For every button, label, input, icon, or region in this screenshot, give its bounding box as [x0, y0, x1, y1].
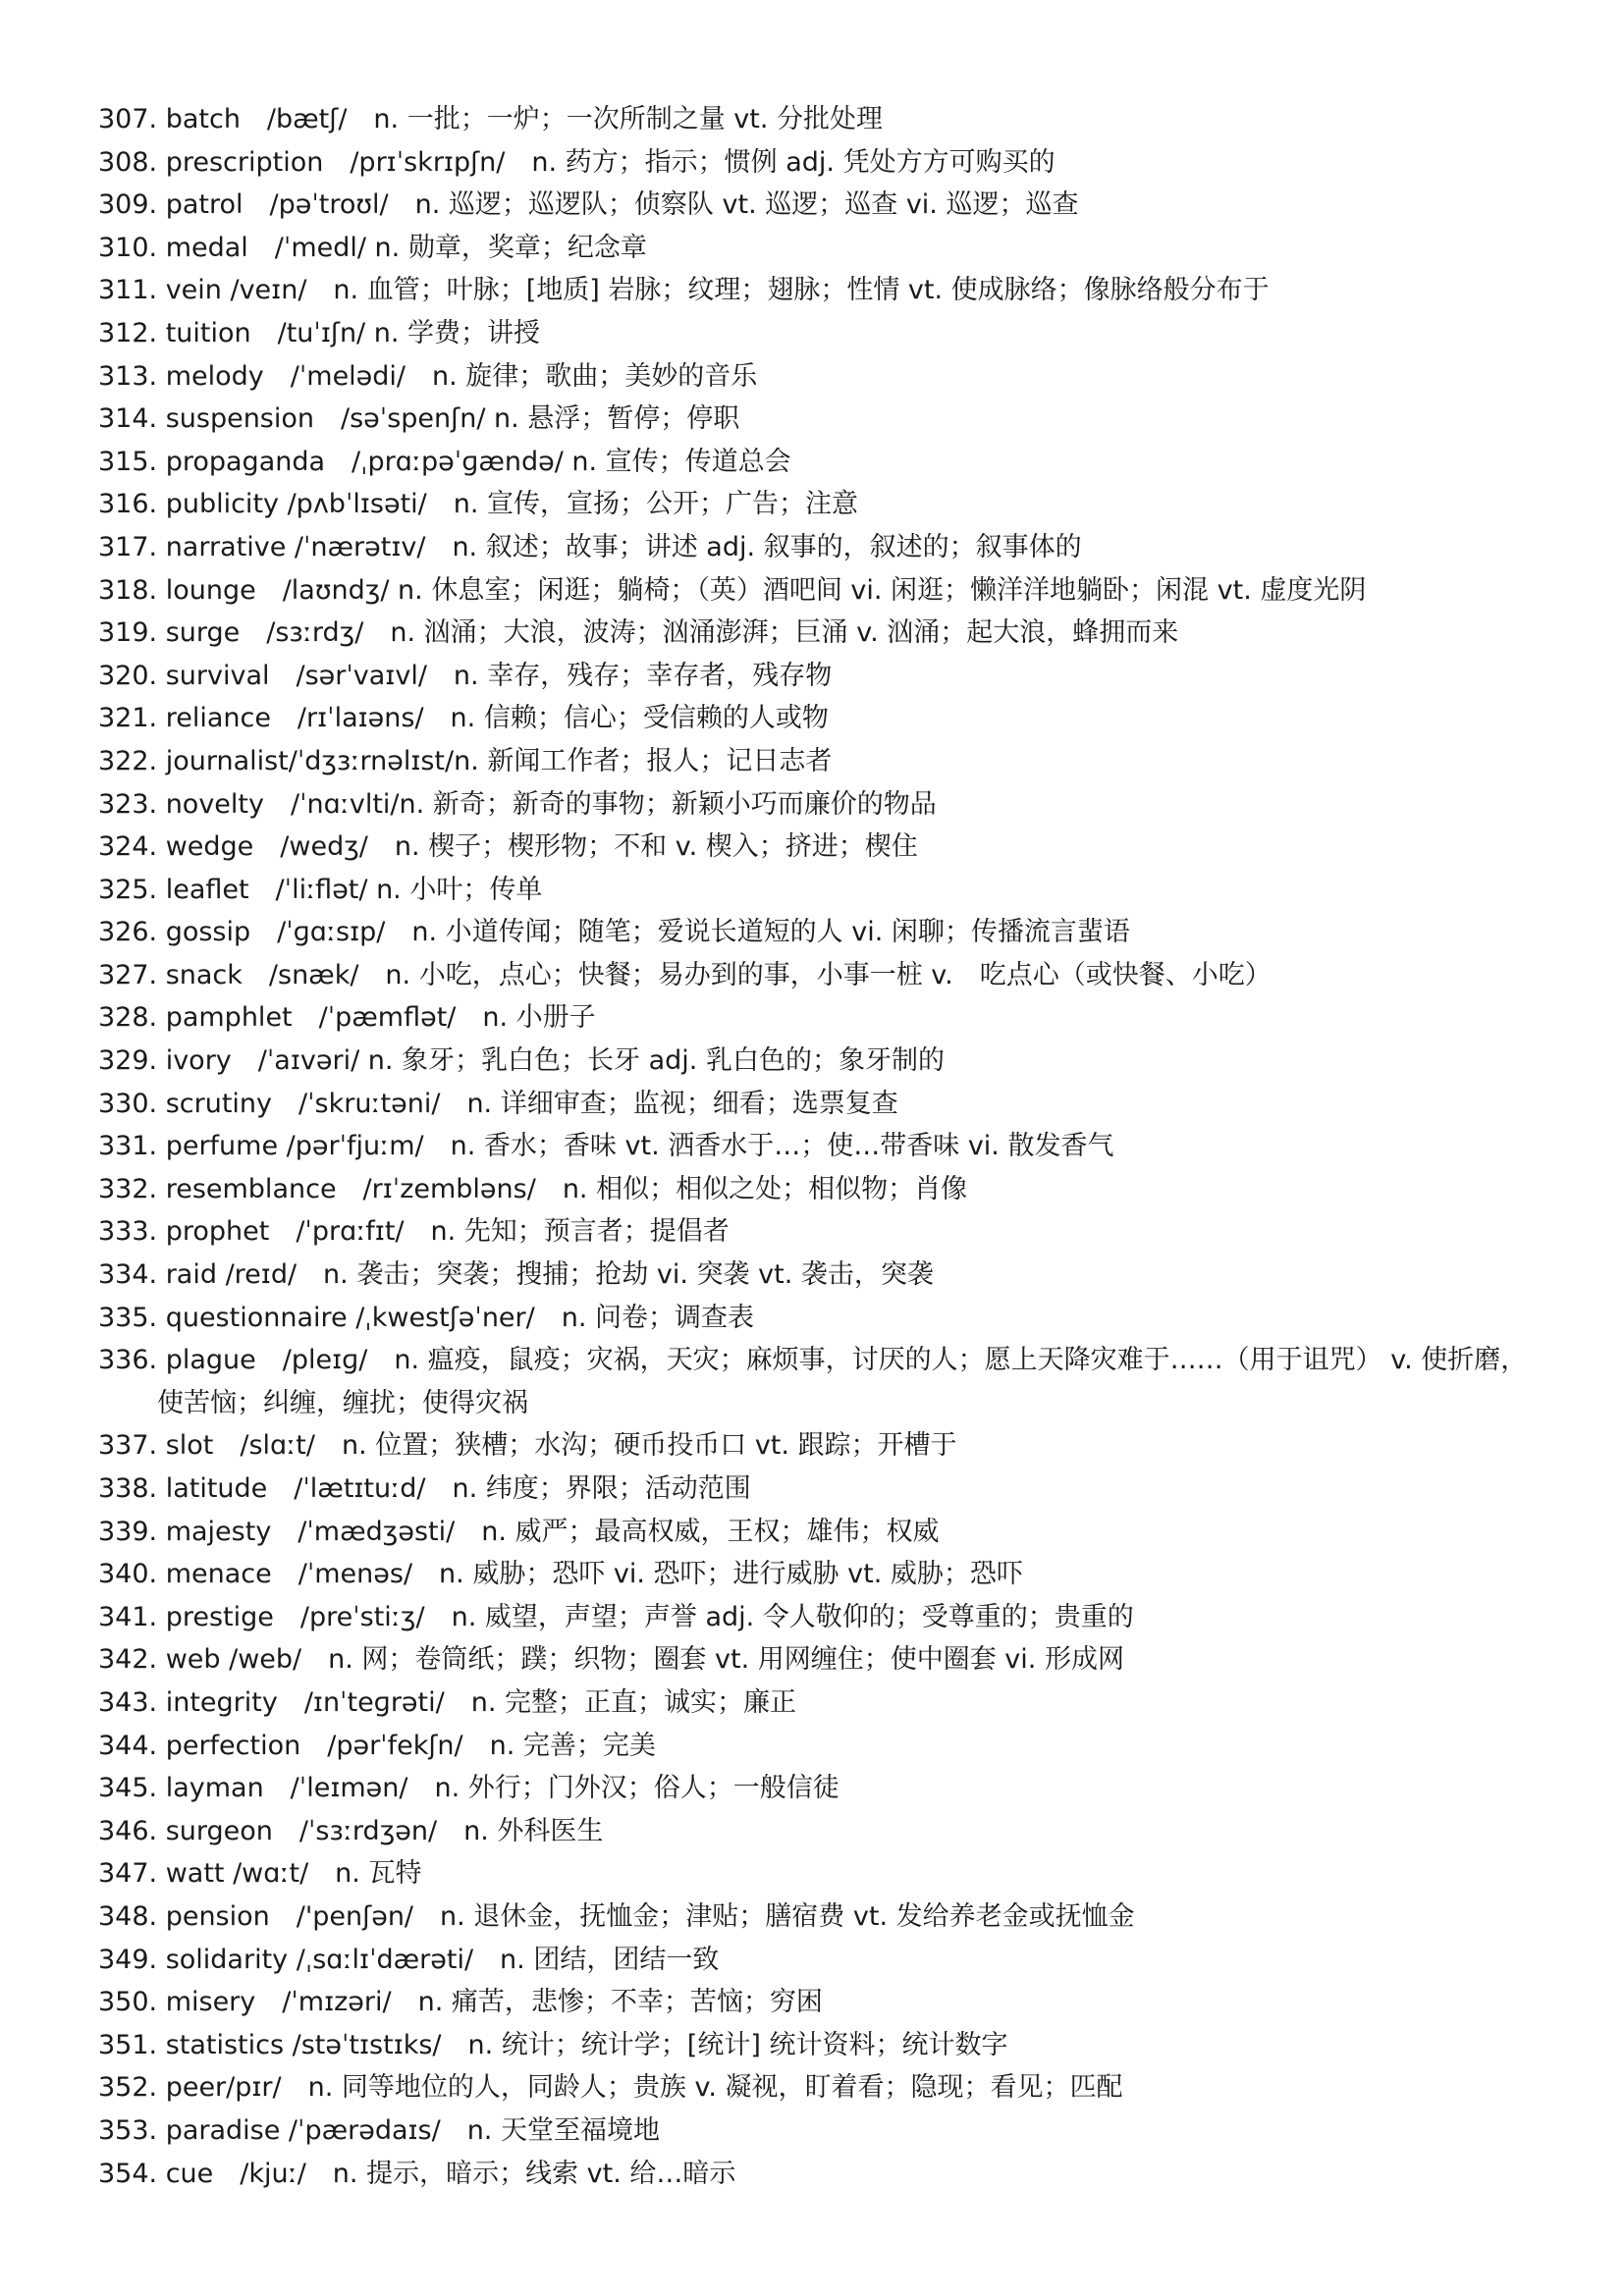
vocab-entry: 344. perfection /pərˈfekʃn/ n. 完善；完美 [98, 1730, 656, 1761]
vocab-entry: 352. peer/pɪr/ n. 同等地位的人，同龄人；贵族 v. 凝视，盯着看；隐现；看见；匹配 [98, 2072, 1123, 2104]
vocab-entry: 345. layman /ˈleɪmən/ n. 外行；门外汉；俗人；一般信徒 [98, 1773, 839, 1804]
vocab-entry: 319. surge /sɜːrdʒ/ n. 汹涌；大浪，波涛；汹涌澎湃；巨涌 v. 汹涌；起大浪，蜂拥而来 [98, 617, 1179, 649]
vocab-entry: 328. pamphlet /ˈpæmflət/ n. 小册子 [98, 1002, 596, 1034]
vocab-entry: 337. slot /slɑːt/ n. 位置；狭槽；水沟；硬币投币口 vt. 跟踪；开槽于 [98, 1430, 957, 1462]
vocab-entry: 310. medal /ˈmedl/ n. 勋章，奖章；纪念章 [98, 232, 647, 263]
vocab-entry: 308. prescription /prɪˈskrɪpʃn/ n. 药方；指示；惯例 adj. 凭处方方可购买的 [98, 146, 1056, 178]
vocab-entry: 346. surgeon /ˈsɜːrdʒən/ n. 外科医生 [98, 1815, 604, 1846]
vocab-entry: 330. scrutiny /ˈskruːtəni/ n. 详细审查；监视；细看；选票复查 [98, 1088, 898, 1119]
vocab-entry: 311. vein /veɪn/ n. 血管；叶脉；[地质] 岩脉；纹理；翅脉；性情 vt. 使成脉络；像脉络般分布于 [98, 275, 1270, 306]
vocab-entry: 315. propaganda /ˌprɑːpəˈɡændə/ n. 宣传；传道总会 [98, 446, 791, 477]
vocab-entry: 338. latitude /ˈlætɪtuːd/ n. 纬度；界限；活动范围 [98, 1473, 751, 1504]
vocab-entry: 324. wedge /wedʒ/ n. 楔子；楔形物；不和 v. 楔入；挤进；楔住 [98, 831, 918, 863]
vocab-entry: 317. narrative /ˈnærətɪv/ n. 叙述；故事；讲述 adj. 叙事的，叙述的；叙事体的 [98, 531, 1082, 562]
vocab-entry: 313. melody /ˈmelədi/ n. 旋律；歌曲；美妙的音乐 [98, 360, 758, 392]
vocab-entry: 329. ivory /ˈaɪvəri/ n. 象牙；乳白色；长牙 adj. 乳白色的；象牙制的 [98, 1045, 945, 1077]
vocab-entry: 316. publicity /pʌbˈlɪsəti/ n. 宣传，宣扬；公开；广告；注意 [98, 489, 859, 520]
vocab-entry: 323. novelty /ˈnɑːvlti/n. 新奇；新奇的事物；新颖小巧而廉价的物品 [98, 788, 937, 820]
vocab-entry: 309. patrol /pəˈtroʊl/ n. 巡逻；巡逻队；侦察队 vt. 巡逻；巡查 vi. 巡逻；巡查 [98, 189, 1079, 221]
vocab-entry: 307. batch /bætʃ/ n. 一批；一炉；一次所制之量 vt. 分批处理 [98, 104, 884, 134]
vocab-entry: 353. paradise /ˈpærədaɪs/ n. 天堂至福境地 [98, 2114, 660, 2146]
vocab-entry: 349. solidarity /ˌsɑːlɪˈdærəti/ n. 团结，团结一致 [98, 1944, 720, 1975]
vocab-entry: 326. gossip /ˈɡɑːsɪp/ n. 小道传闻；随笔；爱说长道短的人 vi. 闲聊；传播流言蜚语 [98, 917, 1130, 948]
vocab-entry: 341. prestige /preˈstiːʒ/ n. 威望，声望；声誉 adj. 令人敬仰的；受尊重的；贵重的 [98, 1601, 1134, 1632]
vocab-entry: 332. resemblance /rɪˈzembləns/ n. 相似；相似之处；相似物；肖像 [98, 1173, 968, 1204]
vocab-entry: 339. majesty /ˈmædʒəsti/ n. 威严；最高权威，王权；雄伟；权威 [98, 1516, 940, 1547]
vocab-entry: 314. suspension /səˈspenʃn/ n. 悬浮；暂停；停职 [98, 403, 740, 435]
vocab-entry: 354. cue /kjuː/ n. 提示，暗示；线索 vt. 给…暗示 [98, 2158, 736, 2189]
vocab-entry: 322. journalist/ˈdʒɜːrnəlɪst/n. 新闻工作者；报人；记日志者 [98, 745, 833, 776]
vocab-entry: 335. questionnaire /ˌkwestʃəˈner/ n. 问卷；调查表 [98, 1302, 755, 1333]
vocab-entry: 343. integrity /ɪnˈteɡrəti/ n. 完整；正直；诚实；廉正 [98, 1686, 796, 1718]
vocab-entry: 340. menace /ˈmenəs/ n. 威胁；恐吓 vi. 恐吓；进行威胁 vt. 威胁；恐吓 [98, 1559, 1023, 1590]
vocab-entry: 325. leaflet /ˈliːflət/ n. 小叶；传单 [98, 874, 543, 905]
vocab-entry: 350. misery /ˈmɪzəri/ n. 痛苦，悲惨；不幸；苦恼；穷困 [98, 1987, 823, 2018]
vocab-entry: 318. lounge /laʊndʒ/ n. 休息室；闲逛；躺椅；（英）酒吧间 vi. 闲逛；懒洋洋地躺卧；闲混 vt. 虚度光阴 [98, 574, 1367, 606]
vocab-entry: 331. perfume /pərˈfjuːm/ n. 香水；香味 vt. 洒香水于…；使…带香味 vi. 散发香气 [98, 1131, 1114, 1162]
vocab-entry: 327. snack /snæk/ n. 小吃，点心；快餐；易办到的事，小事一桩 v. 吃点心（或快餐、小吃） [98, 959, 1272, 990]
vocab-entry: 351. statistics /stəˈtɪstɪks/ n. 统计；统计学；[统计] 统计资料；统计数字 [98, 2029, 1008, 2060]
vocab-entry: 347. watt /wɑːt/ n. 瓦特 [98, 1858, 422, 1890]
vocab-entry: 334. raid /reɪd/ n. 袭击；突袭；搜捕；抢劫 vi. 突袭 vt. 袭击，突袭 [98, 1259, 934, 1291]
vocab-entry: 321. reliance /rɪˈlaɪəns/ n. 信赖；信心；受信赖的人或物 [98, 703, 829, 734]
vocab-entry: 312. tuition /tuˈɪʃn/ n. 学费；讲授 [98, 317, 541, 348]
vocab-entry: 320. survival /sərˈvaɪvl/ n. 幸存，残存；幸存者，残存物 [98, 660, 833, 691]
vocab-entry: 333. prophet /ˈprɑːfɪt/ n. 先知；预言者；提倡者 [98, 1216, 730, 1248]
vocab-entry: 336. plague /pleɪɡ/ n. 瘟疫，鼠疫；灾祸，天灾；麻烦事，讨厌的人；愿上天降灾难于……（用于诅咒） v. 使折磨，使苦恼；纠缠，缠扰；使得灾祸 [98, 1345, 1528, 1418]
vocabulary-list [98, 98, 1545, 2195]
vocab-entry: 348. pension /'penʃən/ n. 退休金，抚恤金；津贴；膳宿费 vt. 发给养老金或抚恤金 [98, 1900, 1135, 1932]
vocab-entry: 342. web /web/ n. 网；卷筒纸；蹼；织物；圈套 vt. 用网缠住；使中圈套 vi. 形成网 [98, 1644, 1124, 1676]
